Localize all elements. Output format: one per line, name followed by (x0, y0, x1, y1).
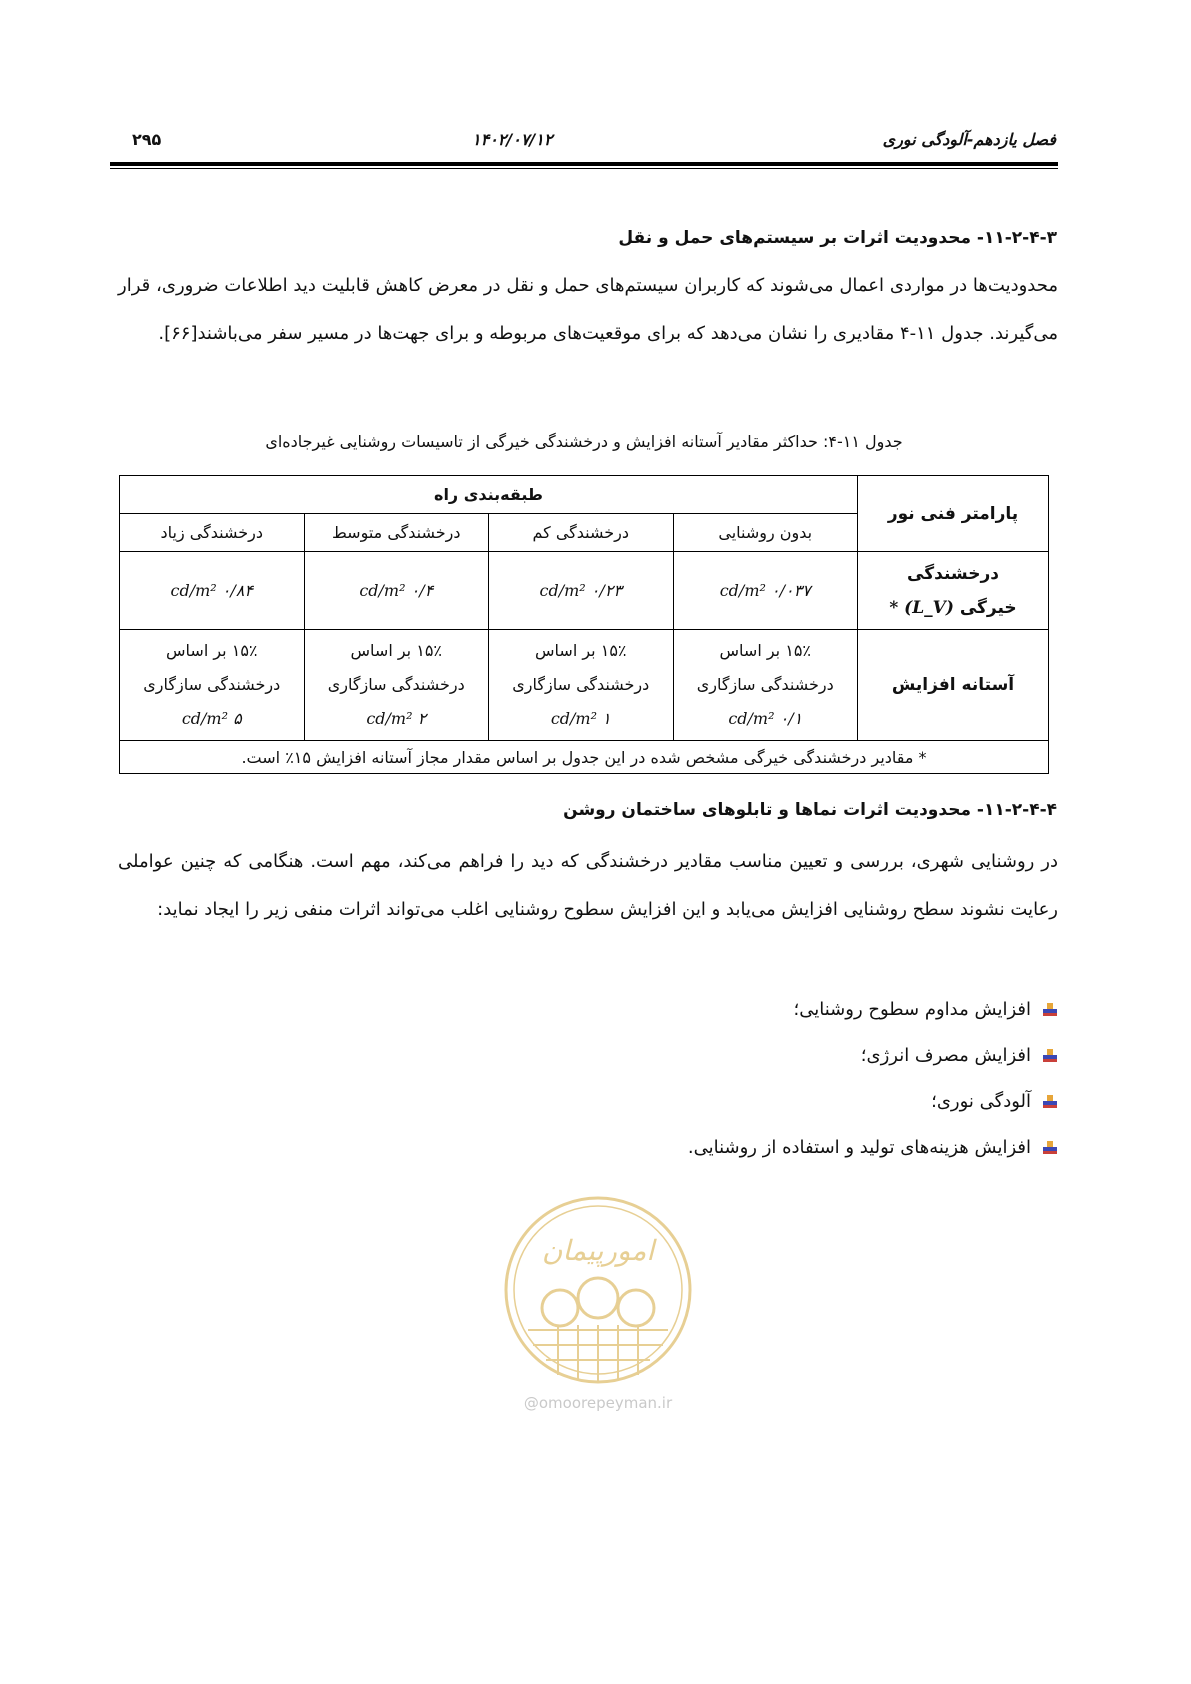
threshold-line1: ۱۵٪ بر اساس (719, 641, 811, 660)
col-header-medium: درخشندگی متوسط (304, 514, 489, 552)
header-rule-thin (110, 168, 1058, 169)
cell-luminance-unlit (673, 552, 858, 630)
table-row-luminance (120, 552, 1049, 630)
bullet-arrow-icon (1043, 1095, 1057, 1109)
col-header-low: درخشندگی کم (489, 514, 674, 552)
col-header-high: درخشندگی زیاد (120, 514, 305, 552)
section-heading-facades: ۱۱-۲-۴-۴- محدودیت اثرات نماها و تابلوهای ساختمان روشن (563, 800, 1057, 820)
value-text: ۰/۲۳ cd/m² (539, 581, 622, 600)
luminance-symbol: (L_V) * (889, 597, 954, 618)
road-class-header: طبقه‌بندی راه (120, 476, 858, 514)
cell-threshold-unlit (673, 630, 858, 741)
row-label-threshold: آستانه افزایش (858, 630, 1049, 741)
table-caption: جدول ۱۱-۴: حداکثر مقادیر آستانه افزایش و درخشندگی خیرگی از تاسیسات روشنایی غیرجاده‌ای (265, 432, 903, 451)
bullet-arrow-icon (1043, 1049, 1057, 1063)
row-label-luminance (858, 552, 1049, 630)
section-paragraph-transport (118, 262, 1058, 358)
threshold-line2: درخشندگی سازگاری (143, 675, 281, 694)
value-text: ۰/۴ cd/m² (359, 581, 434, 600)
list-item-text: افزایش مداوم سطوح روشنایی؛ (793, 999, 1031, 1020)
cell-threshold-low (489, 630, 674, 741)
threshold-line1: ۱۵٪ بر اساس (350, 641, 442, 660)
list-item (688, 1125, 1057, 1171)
table-footnote: * مقادیر درخشندگی خیرگی مشخص شده در این جدول بر اساس مقدار مجاز آستانه افزایش ۱۵٪ است. (120, 741, 1049, 774)
bullet-arrow-icon (1043, 1003, 1057, 1017)
watermark-url: @omoorepeyman.ir (523, 1394, 673, 1412)
cell-luminance-high (120, 552, 305, 630)
effects-list (688, 987, 1057, 1171)
value-text: ۰/۰۳۷ cd/m² (719, 581, 811, 600)
glare-threshold-table (119, 475, 1049, 774)
cell-threshold-high (120, 630, 305, 741)
page-number: ۲۹۵ (132, 130, 162, 149)
section-heading-transport: ۱۱-۲-۴-۳- محدودیت اثرات بر سیستم‌های حمل و نقل (618, 228, 1057, 248)
luminance-label-line1: درخشندگی (907, 563, 999, 584)
chapter-title: فصل یازدهم-آلودگی نوری (882, 130, 1056, 149)
list-item-text: افزایش مصرف انرژی؛ (860, 1045, 1031, 1066)
list-item-text: افزایش هزینه‌های تولید و استفاده از روشنایی. (687, 1137, 1031, 1158)
threshold-value: ۰/۱ cd/m² (728, 709, 803, 728)
threshold-line1: ۱۵٪ بر اساس (166, 641, 258, 660)
threshold-line2: درخشندگی سازگاری (512, 675, 650, 694)
bullet-arrow-icon (1043, 1141, 1057, 1155)
threshold-line2: درخشندگی سازگاری (696, 675, 834, 694)
threshold-value: ۵ cd/m² (181, 709, 242, 728)
header-rule-thick (110, 162, 1058, 166)
table-header-row (120, 476, 1049, 514)
list-item-text: آلودگی نوری؛ (931, 1091, 1031, 1112)
cell-luminance-low (489, 552, 674, 630)
cell-luminance-medium (304, 552, 489, 630)
header-date: ۱۴۰۲/۰۷/۱۲ (472, 130, 553, 149)
threshold-value: ۱ cd/m² (550, 709, 611, 728)
table-note-row (120, 741, 1049, 774)
list-item (688, 1033, 1057, 1079)
list-item (688, 987, 1057, 1033)
section-paragraph-facades (118, 838, 1058, 934)
luminance-label-line2 (864, 591, 1042, 625)
paragraph-text: در روشنایی شهری، بررسی و تعیین مناسب مقادیر درخشندگی که دید را فراهم می‌کند، مهم است. هنگامی که چنین عواملی رعایت نشوند سطح روشنایی افزایش می‌یابد و این افزایش سطوح روشنایی اغلب می‌تواند اثرات منفی زیر را ایجاد نماید: (118, 851, 1058, 920)
threshold-line1: ۱۵٪ بر اساس (535, 641, 627, 660)
list-item (688, 1079, 1057, 1125)
watermark-logo-icon (498, 1190, 698, 1390)
threshold-value: ۲ cd/m² (366, 709, 427, 728)
table-row-threshold (120, 630, 1049, 741)
cell-threshold-medium (304, 630, 489, 741)
paragraph-text: محدودیت‌ها در مواردی اعمال می‌شوند که کاربران سیستم‌های حمل و نقل در معرض کاهش قابلیت دید اطلاعات ضروری، قرار می‌گیرند. جدول ۱۱-۴ مقادیری را نشان می‌دهد که برای موقعیت‌های مربوطه و برای جهت‌ها در مسیر سفر می‌باشند[۶۶]. (118, 275, 1058, 344)
logo-text: امورپیمان (541, 1234, 655, 1267)
page-header (112, 130, 1056, 154)
col-header-unlit: بدون روشنایی (673, 514, 858, 552)
param-header: پارامتر فنی نور (858, 476, 1049, 552)
threshold-line2: درخشندگی سازگاری (327, 675, 465, 694)
value-text: ۰/۸۴ cd/m² (170, 581, 253, 600)
luminance-label-text: خیرگی (959, 597, 1017, 618)
